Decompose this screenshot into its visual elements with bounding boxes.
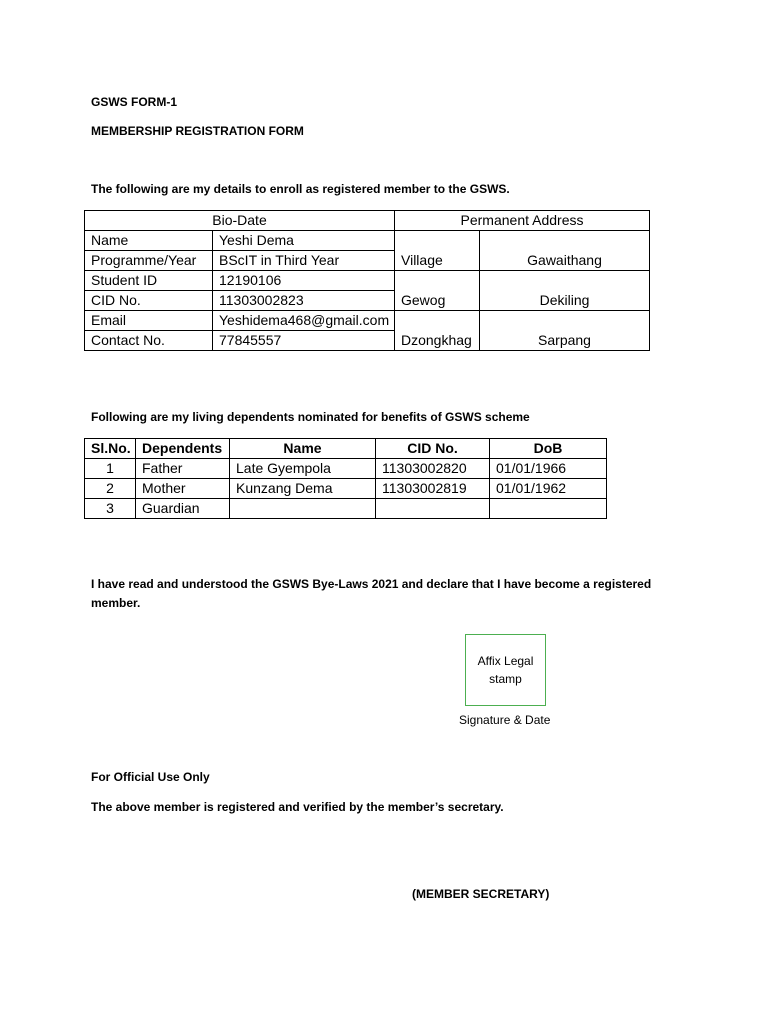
table-row xyxy=(85,499,607,519)
dependent-type: Guardian xyxy=(136,499,230,519)
column-header: Sl.No. xyxy=(85,439,136,459)
address-label-gewog: Gewog xyxy=(395,271,480,311)
bio-label: Name xyxy=(85,231,213,251)
address-label-village: Village xyxy=(395,231,480,271)
table-row xyxy=(85,231,650,251)
bio-value: 11303002823 xyxy=(213,291,395,311)
bio-value: 12190106 xyxy=(213,271,395,291)
table-row xyxy=(85,311,650,331)
form-title: MEMBERSHIP REGISTRATION FORM xyxy=(91,124,304,138)
address-value-gewog: Dekiling xyxy=(480,271,650,311)
dependent-cid xyxy=(376,499,490,519)
declaration-line-2: member. xyxy=(91,596,141,610)
dependent-name xyxy=(230,499,376,519)
address-label-dzongkhag: Dzongkhag xyxy=(395,311,480,351)
column-header: CID No. xyxy=(376,439,490,459)
dependent-cid: 11303002819 xyxy=(376,479,490,499)
table-row xyxy=(85,271,650,291)
address-value-dzongkhag: Sarpang xyxy=(480,311,650,351)
sl-no: 3 xyxy=(85,499,136,519)
bio-value: 77845557 xyxy=(213,331,395,351)
form-id: GSWS FORM-1 xyxy=(91,95,177,109)
bio-data-table xyxy=(84,210,650,351)
official-statement: The above member is registered and verified by the member’s secretary. xyxy=(91,800,504,814)
bio-label: Email xyxy=(85,311,213,331)
stamp-label-line-1: Affix Legal xyxy=(477,654,534,668)
dependent-name: Late Gyempola xyxy=(230,459,376,479)
sl-no: 1 xyxy=(85,459,136,479)
column-header: DoB xyxy=(490,439,607,459)
dependent-name: Kunzang Dema xyxy=(230,479,376,499)
sl-no: 2 xyxy=(85,479,136,499)
bio-label: Contact No. xyxy=(85,331,213,351)
table-row xyxy=(85,479,607,499)
stamp-label-line-2: stamp xyxy=(489,672,522,686)
dependents-heading: Following are my living dependents nominated for benefits of GSWS scheme xyxy=(91,410,530,424)
bio-label: Programme/Year xyxy=(85,251,213,271)
column-header: Dependents xyxy=(136,439,230,459)
permanent-address-header: Permanent Address xyxy=(395,211,650,231)
dependent-cid: 11303002820 xyxy=(376,459,490,479)
official-use-heading: For Official Use Only xyxy=(91,770,210,784)
dependent-type: Mother xyxy=(136,479,230,499)
column-header: Name xyxy=(230,439,376,459)
bio-value: BScIT in Third Year xyxy=(213,251,395,271)
table-header-row xyxy=(85,211,650,231)
intro-text: The following are my details to enroll as registered member to the GSWS. xyxy=(91,182,510,196)
dependent-dob: 01/01/1962 xyxy=(490,479,607,499)
bio-value: Yeshidema468@gmail.com xyxy=(213,311,395,331)
dependent-dob: 01/01/1966 xyxy=(490,459,607,479)
legal-stamp-box xyxy=(465,634,546,706)
bio-value: Yeshi Dema xyxy=(213,231,395,251)
bio-date-header: Bio-Date xyxy=(85,211,395,231)
address-value-village: Gawaithang xyxy=(480,231,650,271)
table-header-row xyxy=(85,439,607,459)
bio-label: CID No. xyxy=(85,291,213,311)
dependent-dob xyxy=(490,499,607,519)
dependents-table xyxy=(84,438,607,519)
bio-label: Student ID xyxy=(85,271,213,291)
signature-date-label: Signature & Date xyxy=(459,713,551,727)
dependent-type: Father xyxy=(136,459,230,479)
declaration-line-1: I have read and understood the GSWS Bye-Laws 2021 and declare that I have become a registered xyxy=(91,577,652,591)
member-secretary-label: (MEMBER SECRETARY) xyxy=(412,887,550,901)
table-row xyxy=(85,459,607,479)
